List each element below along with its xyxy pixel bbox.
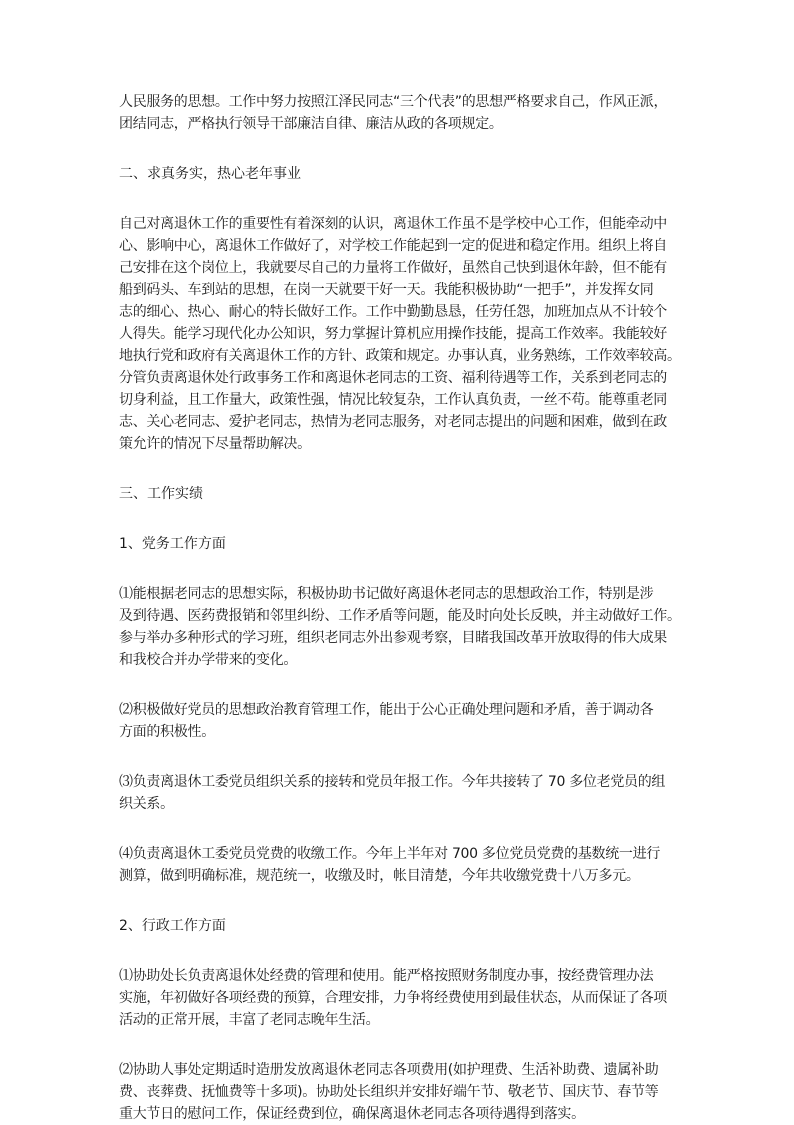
text-line: 人民服务的思想。工作中努力按照江泽民同志“三个代表”的思想严格要求自己，作风正派， bbox=[119, 94, 668, 110]
paragraph bbox=[119, 965, 679, 1031]
text-line: ⑴能根据老同志的思想实际，积极协助书记做好离退休老同志的思想政治工作，特别是涉 bbox=[119, 586, 654, 602]
text-line: 费、丧葬费、抚恤费等十多项)。协助处长组织并安排好端午节、敬老节、国庆节、春节等 bbox=[119, 1084, 659, 1100]
text-line: 实施，年初做好各项经费的预算，合理安排，力争将经费使用到最佳状态，从而保证了各项 bbox=[119, 990, 667, 1006]
text-line: 重大节日的慰问工作，保证经费到位，确保离退休老同志各项待遇得到落实。 bbox=[119, 1106, 585, 1122]
text-line: 志、关心老同志、爱护老同志，热情为老同志服务，对老同志提出的问题和困难，做到在政 bbox=[119, 414, 667, 430]
text-line: ⑷负责离退休工委党员党费的收缴工作。今年上半年对 700 多位党员党费的基数统一进行 bbox=[119, 846, 661, 862]
paragraph bbox=[119, 91, 679, 135]
text-line: ⑶负责离退休工委党员组织关系的接转和党员年报工作。今年共接转了 70 多位老党员的组 bbox=[119, 774, 666, 790]
paragraph bbox=[119, 771, 679, 815]
section-heading: 三、工作实绩 bbox=[119, 486, 203, 502]
text-line: 和我校合并办学带来的变化。 bbox=[119, 652, 298, 668]
text-line: 地执行党和政府有关离退休工作的方针、政策和规定。办事认真，业务熟练，工作效率较高。 bbox=[119, 348, 681, 364]
subsection-heading: 1、党务工作方面 bbox=[119, 536, 226, 552]
text-line: 己安排在这个岗位上，我就要尽自己的力量将工作做好，虽然自己快到退休年龄，但不能有 bbox=[119, 260, 667, 276]
text-line: 活动的正常开展，丰富了老同志晚年生活。 bbox=[119, 1012, 380, 1028]
text-line: 参与举办多种形式的学习班，组织老同志外出参观考察，目睹我国改革开放取得的伟大成果 bbox=[119, 630, 667, 646]
text-line: 分管负责离退休处行政事务工作和离退休老同志的工资、福利待遇等工作，关系到老同志的 bbox=[119, 370, 667, 386]
text-line: 船到码头、车到站的思想，在岗一天就要干好一天。我能积极协助“一把手”，并发挥女同 bbox=[119, 282, 654, 298]
paragraph bbox=[119, 1059, 679, 1125]
text-line: 测算，做到明确标准，规范统一，收缴及时，帐目清楚，今年共收缴党费十八万多元。 bbox=[119, 868, 640, 884]
text-line: 及到待遇、医药费报销和邻里纠纷、工作矛盾等问题，能及时向处长反映，并主动做好工作。 bbox=[119, 608, 681, 624]
text-line: 织关系。 bbox=[119, 796, 174, 812]
text-line: 志的细心、热心、耐心的特长做好工作。工作中勤勤恳恳，任劳任怨，加班加点从不计较个 bbox=[119, 304, 667, 320]
text-line: ⑴协助处长负责离退休处经费的管理和使用。能严格按照财务制度办事，按经费管理办法 bbox=[119, 968, 654, 984]
text-line: 策允许的情况下尽量帮助解决。 bbox=[119, 436, 311, 452]
text-line: 方面的积极性。 bbox=[119, 724, 215, 740]
paragraph bbox=[119, 699, 679, 743]
text-line: ⑵积极做好党员的思想政治教育管理工作，能出于公心正确处理问题和矛盾，善于调动各 bbox=[119, 702, 654, 718]
text-line: 切身利益，且工作量大，政策性强，情况比较复杂，工作认真负责，一丝不苟。能尊重老同 bbox=[119, 392, 667, 408]
text-line: 人得失。能学习现代化办公知识，努力掌握计算机应用操作技能，提高工作效率。我能较好 bbox=[119, 326, 667, 342]
text-line: 团结同志，严格执行领导干部廉洁自律、廉洁从政的各项规定。 bbox=[119, 116, 503, 132]
text-line: 心、影响中心，离退休工作做好了，对学校工作能起到一定的促进和稳定作用。组织上将自 bbox=[119, 238, 667, 254]
text-line: 自己对离退休工作的重要性有着深刻的认识，离退休工作虽不是学校中心工作，但能牵动中 bbox=[119, 216, 667, 232]
text-line: ⑵协助人事处定期适时造册发放离退休老同志各项费用(如护理费、生活补助费、遗属补助 bbox=[119, 1062, 659, 1078]
section-heading: 二、求真务实，热心老年事业 bbox=[119, 166, 301, 182]
paragraph bbox=[119, 843, 679, 887]
document-body bbox=[119, 91, 679, 1125]
paragraph bbox=[119, 583, 679, 671]
paragraph bbox=[119, 213, 679, 455]
subsection-heading: 2、行政工作方面 bbox=[119, 918, 226, 934]
